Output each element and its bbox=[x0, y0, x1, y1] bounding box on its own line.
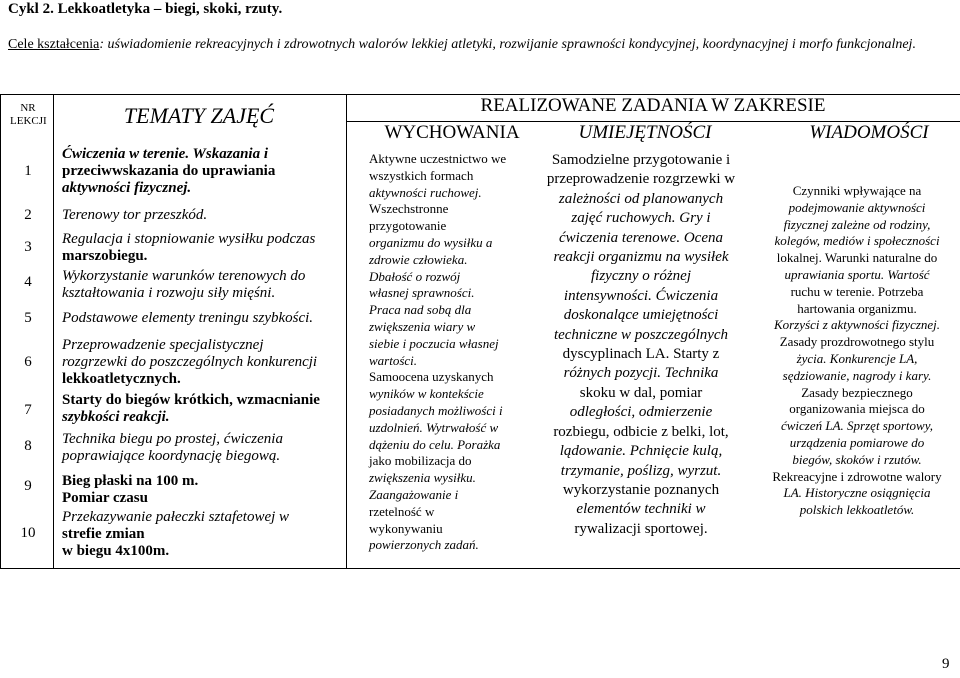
text-line: sędziowanie, nagrody i kary. bbox=[782, 367, 932, 383]
lesson-number: 2 bbox=[24, 207, 32, 223]
text-line: rywalizacji sportowej. bbox=[574, 520, 708, 537]
page-number: 9 bbox=[942, 656, 950, 672]
topic-line: Przekazywanie pałeczki sztafetowej w bbox=[62, 509, 290, 525]
text-line: zajęć ruchowych. Gry i bbox=[571, 210, 711, 227]
text-line: elementów techniki w bbox=[576, 501, 706, 518]
learning-goals bbox=[8, 36, 954, 54]
text-line: rzetelność w bbox=[369, 503, 435, 519]
nr-header-line-2: LEKCJI bbox=[10, 115, 47, 127]
lesson-topic bbox=[62, 231, 344, 265]
text-line: Rekreacyjne i zdrowotne walory bbox=[772, 468, 942, 484]
lesson-number: 7 bbox=[24, 402, 32, 418]
text-line: fizycznej zależne od rodziny, bbox=[783, 216, 931, 232]
text-line: Samodzielne przygotowanie i bbox=[551, 152, 731, 168]
lesson-number: 3 bbox=[24, 239, 32, 255]
text-line: życia. Konkurencje LA, bbox=[796, 350, 918, 366]
text-line: LA. Historyczne osiągnięcia bbox=[783, 485, 931, 501]
text-line: zwiększenia wiary w bbox=[369, 318, 476, 334]
topic-line: poprawiające koordynację biegową. bbox=[62, 448, 281, 464]
text-line: zdrowie człowieka. bbox=[369, 251, 468, 267]
text-line: przeprowadzenie rozgrzewki w bbox=[546, 171, 736, 188]
text-line: dążeniu do celu. Porażka bbox=[369, 436, 501, 452]
topic-line: aktywności fizycznej. bbox=[62, 180, 192, 196]
lesson-topic bbox=[62, 337, 344, 388]
text-line: skoku w dal, pomiar bbox=[579, 384, 703, 401]
text-line: fizyczny o różnej bbox=[591, 268, 691, 285]
topic-line: w biegu 4x100m. bbox=[62, 543, 170, 559]
topic-line: Przeprowadzenie specjalistycznej bbox=[62, 337, 264, 353]
text-line: Wszechstronne bbox=[369, 201, 449, 217]
text-line: Czynniki wpływające na bbox=[792, 183, 922, 198]
text-line: organizowania miejsca do bbox=[789, 401, 925, 417]
topic-line: Regulacja i stopniowanie wysiłku podczas bbox=[62, 231, 316, 247]
topic-line: lekkoatletycznych. bbox=[62, 371, 181, 387]
text-line: ruchu w terenie. Potrzeba bbox=[790, 283, 924, 299]
text-line: reakcji organizmu na wysiłek bbox=[553, 249, 729, 266]
text-line: organizmu do wysiłku a bbox=[369, 234, 493, 250]
text-line: Aktywne uczestnictwo we bbox=[369, 151, 507, 166]
nr-header bbox=[10, 102, 46, 128]
text-line: siebie i poczucia własnej bbox=[369, 335, 499, 351]
education-column bbox=[369, 151, 537, 554]
text-line: urządzenia pomiarowe do bbox=[789, 434, 925, 450]
topic-line: strefie zmian bbox=[62, 526, 145, 542]
topic-line: szybkości reakcji. bbox=[62, 409, 170, 425]
text-line: Zasady prozdrowotnego stylu bbox=[779, 334, 935, 350]
table-bottom-border bbox=[0, 568, 960, 569]
topic-line: Terenowy tor przeszkód. bbox=[62, 207, 208, 223]
topic-line: przeciwwskazania do uprawiania bbox=[62, 163, 276, 179]
text-line: jako mobilizacja do bbox=[369, 453, 472, 469]
text-line: wykorzystanie poznanych bbox=[562, 481, 720, 498]
lesson-topic bbox=[62, 392, 344, 426]
topic-line: Technika biegu po prostej, ćwiczenia bbox=[62, 431, 283, 447]
text-line: intensywności. Ćwiczenia bbox=[563, 287, 719, 304]
text-line: lądowanie. Pchnięcie kulą, bbox=[559, 443, 723, 460]
text-line: Praca nad sobą dla bbox=[369, 302, 472, 318]
goals-text: : uświadomienie rekreacyjnych i zdrowotnych walorów lekkiej atletyki, rozwijanie sprawności kondycyjnej, koordynacyjnej i morfo funkcjonalnej. bbox=[99, 37, 916, 52]
topic-line: rozgrzewki do poszczególnych konkurencji bbox=[62, 354, 318, 370]
topics-header: TEMATY ZAJĘĆ bbox=[123, 103, 275, 128]
nr-column-divider bbox=[53, 94, 54, 569]
text-line: Zaangażowanie i bbox=[369, 486, 459, 502]
text-line: wartości. bbox=[369, 352, 418, 368]
text-line: trzymanie, poślizg, wyrzut. bbox=[560, 462, 722, 479]
lesson-number: 4 bbox=[24, 274, 32, 290]
text-line: odległości, odmierzenie bbox=[569, 404, 713, 421]
text-line: Zasady bezpiecznego bbox=[801, 384, 913, 400]
document-heading: Cykl 2. Lekkoatletyka – biegi, skoki, rzuty. bbox=[8, 1, 283, 17]
skills-header: UMIEJĘTNOŚCI bbox=[578, 122, 712, 143]
lesson-number: 6 bbox=[24, 354, 32, 370]
topic-line: Starty do biegów krótkich, wzmacnianie bbox=[62, 392, 320, 408]
text-line: powierzonych zadań. bbox=[369, 537, 479, 553]
knowledge-column bbox=[754, 183, 960, 519]
text-line: zwiększenia wysiłku. bbox=[369, 470, 476, 486]
text-line: uprawiania sportu. Wartość bbox=[784, 266, 930, 282]
lesson-topic bbox=[62, 268, 344, 302]
lesson-number: 5 bbox=[24, 310, 32, 326]
text-line: Dbałość o rozwój bbox=[369, 268, 461, 284]
text-line: uzdolnień. Wytrwałość w bbox=[369, 419, 499, 435]
lesson-number: 9 bbox=[24, 478, 32, 494]
text-line: zależności od planowanych bbox=[558, 190, 724, 207]
text-line: podejmowanie aktywności bbox=[788, 199, 926, 215]
text-line: rozbiegu, odbicie z belki, lot, bbox=[553, 423, 729, 440]
topic-line: Pomiar czasu bbox=[62, 490, 148, 506]
topic-line: Wykorzystanie warunków terenowych do bbox=[62, 268, 306, 284]
text-line: własnej sprawności. bbox=[369, 285, 475, 301]
text-line: polskich lekkoatletów. bbox=[799, 502, 915, 518]
lesson-topic bbox=[62, 207, 344, 224]
knowledge-header: WIADOMOŚCI bbox=[809, 122, 929, 143]
text-line: posiadanych możliwości i bbox=[369, 402, 503, 418]
text-line: wykonywaniu bbox=[369, 520, 443, 536]
goals-label: Cele kształcenia bbox=[8, 37, 100, 52]
topic-line: marszobiegu. bbox=[62, 248, 148, 264]
topic-line: Bieg płaski na 100 m. bbox=[62, 473, 199, 489]
lesson-topic bbox=[62, 431, 344, 465]
topics-column-divider bbox=[346, 94, 347, 569]
text-line: ćwiczeń LA. Sprzęt sportowy, bbox=[780, 418, 934, 434]
lesson-topic bbox=[62, 310, 344, 327]
text-line: lokalnej. Warunki naturalne do bbox=[776, 250, 938, 266]
lesson-topic bbox=[62, 509, 344, 560]
nr-header-line-1: NR bbox=[20, 102, 36, 114]
text-line: kolegów, mediów i społeczności bbox=[774, 233, 940, 249]
topic-line: Podstawowe elementy treningu szybkości. bbox=[62, 310, 314, 326]
topic-line: Ćwiczenia w terenie. Wskazania i bbox=[62, 146, 269, 162]
text-line: wyników w kontekście bbox=[369, 386, 484, 402]
lesson-topic bbox=[62, 473, 344, 507]
topic-line: kształtowania i rozwoju siły mięśni. bbox=[62, 285, 276, 301]
table-left-border bbox=[0, 94, 1, 569]
text-line: przygotowanie bbox=[369, 218, 447, 234]
text-line: Korzyści z aktywności fizycznej. bbox=[773, 317, 941, 333]
text-line: dyscyplinach LA. Starty z bbox=[562, 346, 720, 363]
lesson-topic bbox=[62, 146, 344, 197]
text-line: biegów, skoków i rzutów. bbox=[792, 451, 922, 467]
lesson-number: 10 bbox=[20, 525, 36, 541]
text-line: doskonalące umiejętności bbox=[563, 307, 719, 324]
education-header: WYCHOWANIA bbox=[384, 122, 520, 143]
skills-column bbox=[528, 151, 754, 539]
text-line: wszystkich formach bbox=[369, 167, 474, 183]
text-line: techniczne w poszczególnych bbox=[553, 326, 729, 343]
text-line: hartowania organizmu. bbox=[797, 300, 917, 316]
tasks-header: REALIZOWANE ZADANIA W ZAKRESIE bbox=[480, 95, 826, 116]
text-line: ćwiczenia terenowe. Ocena bbox=[559, 229, 723, 246]
text-line: aktywności ruchowej. bbox=[369, 184, 482, 200]
lesson-number: 8 bbox=[24, 438, 32, 454]
lesson-number: 1 bbox=[24, 163, 32, 179]
text-line: Samoocena uzyskanych bbox=[369, 369, 494, 385]
text-line: różnych pozycji. Technika bbox=[563, 365, 719, 382]
